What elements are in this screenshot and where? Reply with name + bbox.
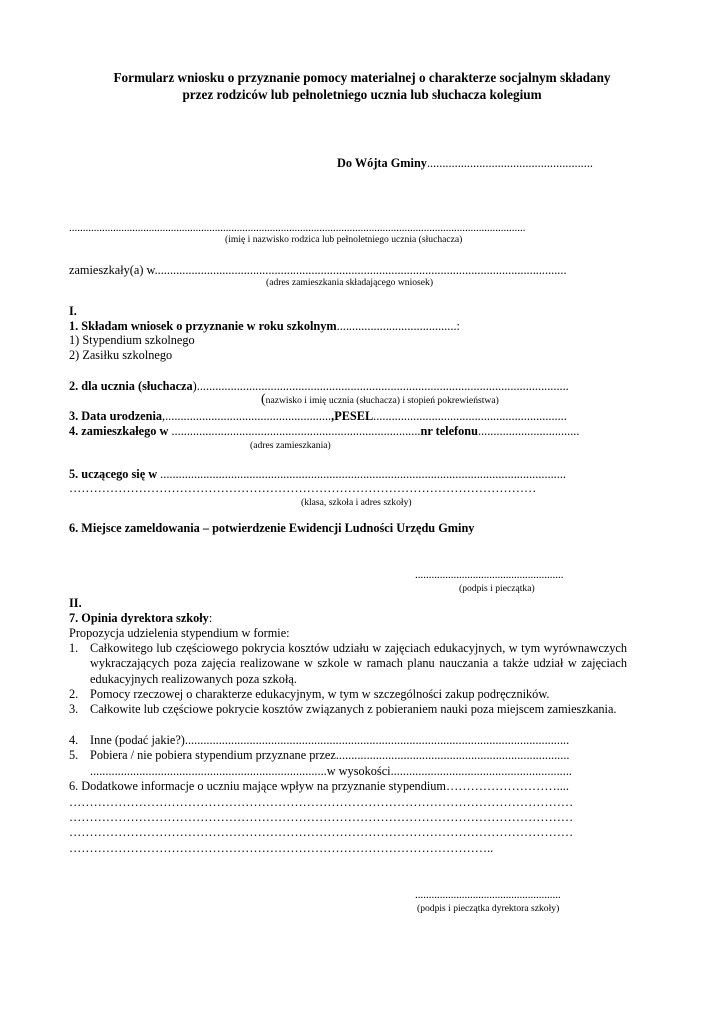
additional-info-label[interactable]: 6. Dodatkowe informacje o uczniu mające wpływ na przyznanie stypendium………………………....: [69, 779, 569, 793]
option-allowance: 2) Zasiłku szkolnego: [69, 348, 173, 362]
proposal-item-4-num: 4.: [69, 733, 79, 747]
proposal-item-5-amount[interactable]: .............................................................................w wysokości...........................................................: [90, 764, 572, 778]
registration-label: 6. Miejsce zameldowania – potwierdzenie Ewidencji Ludności Urzędu Gminy: [69, 521, 475, 535]
birth-date-label: 3. Data urodzenia: [69, 409, 163, 423]
student-label: 2. dla ucznia (słuchacza: [69, 379, 193, 393]
residence-field[interactable]: ......................................................................................................................................: [154, 263, 567, 277]
section-2-heading: II.: [69, 596, 82, 610]
director-opinion-line: [69, 611, 212, 626]
proposal-item-5-num: 5.: [69, 748, 79, 762]
proposal-item-5-text[interactable]: Pobiera / nie pobiera stypendium przyznane przez............................................................................: [90, 748, 570, 762]
applicant-name-field[interactable]: ......................................................................................................................................................................: [69, 222, 526, 234]
school-line: [69, 467, 566, 482]
proposal-item-3-text: Całkowite lub częściowe pokrycie kosztów związanych z pobieraniem nauki poza miejscem zamieszkania.: [90, 702, 617, 716]
pesel-label: ,PESEL: [331, 409, 374, 423]
residence-caption: (adres zamieszkania składającego wniosek): [266, 277, 434, 288]
student-field[interactable]: .........................................................................................................................: [196, 379, 569, 393]
student-caption-text: nazwisko i imię ucznia (słuchacza) i stopień pokrewieństwa): [265, 395, 499, 406]
school-year-field[interactable]: .......................................:: [336, 319, 460, 333]
additional-info-line[interactable]: ……………………………………………………………………………………………………………: [69, 795, 574, 809]
phone-label: nr telefonu: [420, 424, 478, 438]
birth-date-line: [69, 409, 567, 424]
addressee-dots[interactable]: ......................................................: [426, 156, 593, 170]
director-opinion-colon: :: [208, 611, 213, 625]
address-label: 4. zamieszkałego w: [69, 424, 169, 438]
address-field[interactable]: .................................................................................: [168, 424, 421, 438]
addressee: [337, 156, 593, 171]
proposal-item-1-num: 1.: [69, 641, 79, 655]
address-line: [69, 424, 579, 439]
residence-line: [69, 263, 567, 278]
pesel-field[interactable]: ...............................................................: [373, 409, 567, 423]
proposal-item-2-text: Pomocy rzeczowej o charakterze edukacyjnym, w tym w szczególności zakup podręczników.: [90, 687, 550, 701]
phone-field[interactable]: .................................: [477, 424, 580, 438]
additional-info-line[interactable]: ……………………………………………………………………………………………………………: [69, 810, 574, 824]
additional-info-line[interactable]: …………………………………………………………………………………………..: [69, 841, 494, 855]
form-title-line1: Formularz wniosku o przyznanie pomocy materialnej o charakterze socjalnym składany: [113, 70, 611, 85]
additional-info-line[interactable]: ……………………………………………………………………………………………………………: [69, 825, 574, 839]
proposal-item-1-text: Całkowitego lub częściowego pokrycia kosztów udziału w zajęciach edukacyjnych, w tym wyrównawczych wykraczających poza zajęcia realizowane w szkole w ramach planu nauczania a także udział w zajęciach edukacyjnych realizowanych poza szkołą.: [90, 641, 627, 686]
school-year-line: [69, 319, 460, 334]
signature-caption-2: (podpis i pieczątka dyrektora szkoły): [417, 903, 560, 914]
form-title-line2: przez rodziców lub pełnoletniego ucznia lub słuchacza kolegium: [182, 87, 542, 102]
signature-field-2[interactable]: .....................................................: [415, 889, 561, 901]
signature-caption-1: (podpis i pieczątka): [459, 583, 535, 594]
student-caption: [261, 394, 499, 407]
proposal-item-3-num: 3.: [69, 702, 79, 716]
signature-field-1[interactable]: ......................................................: [415, 569, 564, 581]
school-caption: (klasa, szkoła i adres szkoły): [301, 497, 412, 508]
section-1-heading: I.: [69, 304, 77, 318]
director-opinion-label: 7. Opinia dyrektora szkoły: [69, 611, 209, 625]
option-scholarship: 1) Stypendium szkolnego: [69, 333, 195, 347]
proposal-item-2-num: 2.: [69, 687, 79, 701]
proposal-item-4-text[interactable]: Inne (podać jakie?).............................................................................................................................: [90, 733, 570, 747]
school-field[interactable]: ....................................................................................................................................: [157, 467, 566, 481]
student-caption-paren: (: [261, 392, 266, 407]
school-field-line2[interactable]: ……………………………………………………………………………………………………: [69, 481, 537, 495]
student-line: [69, 379, 569, 394]
student-paren: ): [192, 379, 197, 393]
school-label: 5. uczącego się w: [69, 467, 158, 481]
residence-label: zamieszkały(a) w: [69, 263, 155, 277]
birth-date-field[interactable]: ,......................................................: [162, 409, 332, 423]
applicant-name-caption: (imię i nazwisko rodzica lub pełnoletniego ucznia (słuchacza): [225, 234, 463, 245]
school-year-label: 1. Składam wniosek o przyznanie w roku szkolnym: [69, 319, 337, 333]
address-caption: (adres zamieszkania): [250, 440, 331, 451]
form-title: [60, 69, 664, 103]
addressee-label: Do Wójta Gminy: [337, 156, 427, 170]
proposal-intro: Propozycja udzielenia stypendium w formie:: [69, 626, 290, 640]
